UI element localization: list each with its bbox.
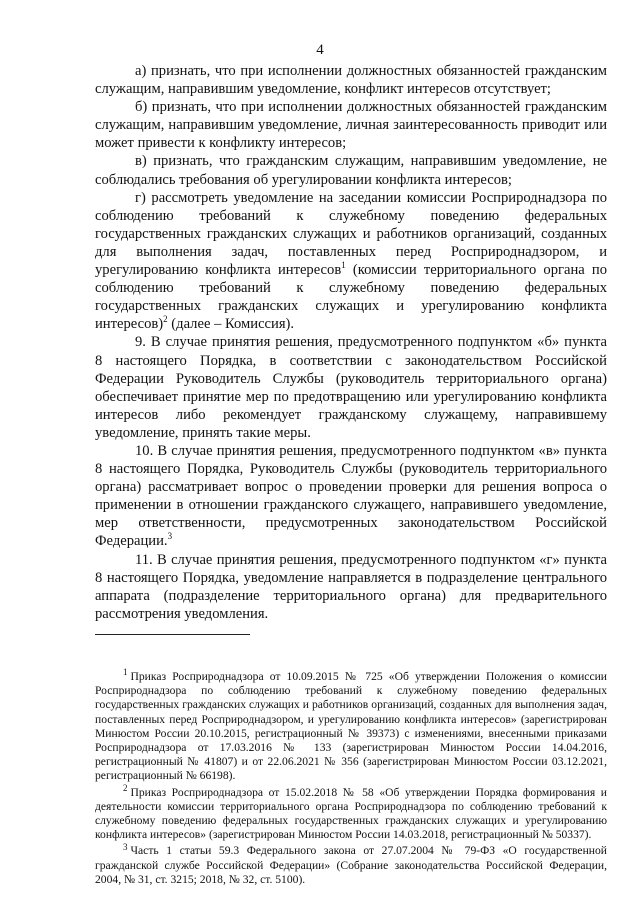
paragraph-9: 9. В случае принятия решения, предусмотренного подпунктом «б» пункта 8 настоящего Порядка, в соответствии с законодательством Российской Федерации Руководитель Службы (руководитель территориального органа) обеспечивает принятие мер по предотвращению или урегулированию конфликта интересов либо рекомендует гражданскому служащему, направившему уведомление, принять такие меры.: [95, 334, 607, 441]
main-text: [95, 62, 607, 623]
paragraph-10-text: 10. В случае принятия решения, предусмотренного подпунктом «в» пункта 8 настоящего Порядка, Руководитель Службы (руководитель территориального органа) рассматривает вопрос о проведении проверки для решения вопроса о применении в отношении гражданского служащего, направившего уведомление, мер ответственности, предусмотренных законодательством Российской Федерации.: [95, 442, 607, 550]
paragraph-g-part3: (далее – Комиссия).: [167, 316, 295, 333]
paragraph-a: а) признать, что при исполнении должностных обязанностей гражданским служащим, направившим уведомление, конфликт интересов отсутствует;: [95, 63, 607, 98]
footnote-2-mark: 2: [123, 782, 128, 793]
footnote-3-mark: 3: [123, 841, 128, 852]
paragraph-10: [95, 442, 607, 551]
footnote-1: [95, 667, 607, 784]
paragraph-g-part1: г) рассмотреть уведомление на заседании комиссии Росприроднадзора по соблюдению требований к служебному поведению федеральных государственных гражданских служащих и работников организаций, созданных для выполнения задач, поставленных перед Росприроднадзором, и урегулированию конфликта интересов: [95, 189, 607, 279]
footnote-2: [95, 782, 607, 843]
page-number: 4: [316, 42, 324, 58]
footnote-2-text: Приказ Росприроднадзора от 15.02.2018 № 58 «Об утверждении Порядка формирования и деятельности комиссии территориального органа Росприроднадзора по соблюдению требований к служебному поведению федеральных государственных гражданских служащих и урегулированию конфликта интересов» (зарегистрирован Минюстом России 14.03.2018, регистрационный № 50337).: [95, 785, 607, 842]
footnote-1-mark: 1: [123, 667, 128, 678]
footnote-1-text: Приказ Росприроднадзора от 10.09.2015 № 725 «Об утверждении Положения о комиссии Росприроднадзора по соблюдению требований к служебному поведению федеральных государственных гражданских служащих и работников организаций, созданных для выполнения задач, поставленных перед Росприроднадзором, и урегулированию конфликта интересов» (зарегистрирован Минюстом России 20.10.2015, регистрационный № 39373) с изменениями, внесенными приказами Росприроднадзора от 17.03.2016 № 133 (зарегистрирован Минюстом России 14.04.2016, регистрационный № 41807) и от 22.06.2021 № 356 (зарегистрирован Минюстом России 03.12.2021, регистрационный № 66198).: [95, 670, 607, 783]
footnote-ref-3[interactable]: 3: [167, 531, 173, 542]
paragraph-g: [95, 189, 607, 334]
footnote-ref-1[interactable]: 1: [341, 260, 346, 271]
paragraph-g-part2: (комиссии территориального органа по соблюдению требований к служебному поведению федеральных государственных гражданских служащих и урегулированию конфликта интересов): [95, 262, 608, 333]
footnote-3: [95, 841, 607, 887]
footnote-separator: [95, 634, 250, 635]
footnotes: [95, 667, 607, 889]
paragraph-11: 11. В случае принятия решения, предусмотренного подпунктом «г» пункта 8 настоящего Порядка, уведомление направляется в подразделение центрального аппарата (подразделение территориального органа) для предварительного рассмотрения уведомления.: [95, 551, 607, 622]
paragraph-v: в) признать, что гражданским служащим, направившим уведомление, не соблюдались требования об урегулировании конфликта интересов;: [95, 153, 607, 188]
footnote-ref-2[interactable]: 2: [163, 314, 168, 325]
footnote-3-text: Часть 1 статьи 59.3 Федерального закона от 27.07.2004 № 79-ФЗ «О государственной гражданской службе Российской Федерации» (Собрание законодательства Российской Федерации, 2004, № 31, ст. 3215; 2018, № 32, ст. 5100).: [95, 844, 607, 886]
paragraph-b: б) признать, что при исполнении должностных обязанностей гражданским служащим, направившим уведомление, личная заинтересованность приводит или может привести к конфликту интересов;: [95, 99, 607, 152]
